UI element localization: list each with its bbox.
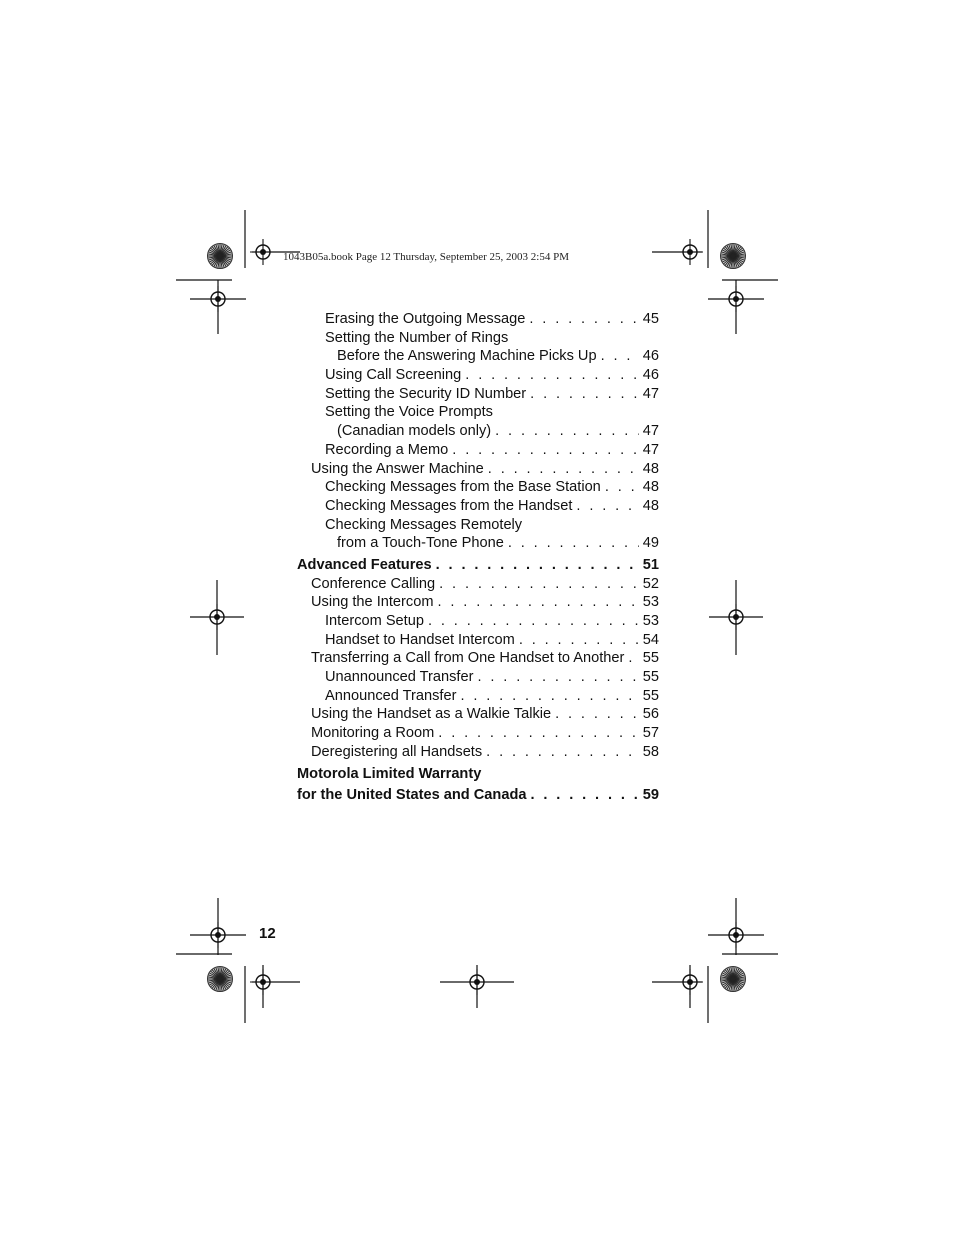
toc-entry-title: Checking Messages Remotely: [325, 516, 523, 533]
dot-leader: [529, 310, 638, 329]
toc-entry-page: 49: [642, 535, 659, 552]
table-of-contents: [297, 310, 659, 805]
toc-entry: [297, 385, 659, 404]
toc-entry-title: Using the Intercom: [311, 594, 434, 611]
toc-entry-title: Motorola Limited Warranty: [297, 765, 482, 782]
toc-entry-page: 48: [642, 460, 659, 477]
toc-entry: [297, 743, 659, 762]
toc-entry-page: 52: [642, 575, 659, 592]
dot-leader: [530, 385, 639, 404]
toc-entry-title: (Canadian models only): [337, 423, 492, 440]
toc-entry: [297, 347, 659, 366]
toc-entry: [297, 649, 659, 668]
toc-entry-page: 55: [642, 687, 659, 704]
dot-leader: [530, 786, 638, 805]
toc-entry-title: Checking Messages from the Base Station: [325, 479, 601, 496]
toc-entry: [297, 310, 659, 329]
toc-entry-title: Erasing the Outgoing Message: [325, 311, 526, 327]
toc-entry-title: Announced Transfer: [325, 687, 457, 704]
toc-entry-title: Deregistering all Handsets: [311, 743, 483, 760]
toc-entry: [297, 575, 659, 594]
dot-leader: [477, 668, 638, 687]
toc-entry: [297, 329, 659, 348]
dot-leader: [605, 478, 639, 497]
toc-entry-page: 54: [642, 631, 659, 648]
toc-entry-title: Before the Answering Machine Picks Up: [337, 348, 597, 365]
dot-leader: [437, 593, 638, 612]
starburst-target-icon: [721, 967, 746, 992]
toc-entry-page: 53: [642, 613, 659, 629]
toc-entry-page: 46: [642, 348, 659, 365]
dot-leader: [495, 422, 639, 441]
toc-entry-page: 53: [642, 594, 659, 611]
toc-entry-page: 51: [642, 556, 659, 573]
toc-entry-title: Conference Calling: [311, 575, 436, 592]
dot-leader: [460, 687, 638, 706]
toc-entry-page: 55: [642, 669, 659, 686]
toc-entry-page: 46: [642, 367, 659, 384]
toc-entry: [297, 786, 659, 805]
toc-entry: [297, 441, 659, 460]
toc-entry-title: Setting the Voice Prompts: [325, 404, 493, 421]
toc-entry: [297, 460, 659, 479]
toc-entry-title: Unannounced Transfer: [325, 669, 474, 686]
toc-entry: [297, 765, 659, 784]
dot-leader: [488, 460, 639, 479]
toc-entry-title: Checking Messages from the Handset: [325, 497, 573, 514]
dot-leader: [508, 534, 639, 553]
dot-leader: [486, 743, 639, 762]
dot-leader: [452, 441, 638, 460]
dot-leader: [439, 575, 639, 594]
toc-entry-page: 47: [642, 385, 659, 402]
toc-entry-title: for the United States and Canada: [297, 787, 527, 804]
toc-entry: [297, 612, 659, 631]
toc-entry: [297, 668, 659, 687]
toc-entry-title: Using the Handset as a Walkie Talkie: [311, 706, 552, 723]
toc-entry-title: Handset to Handset Intercom: [325, 631, 515, 648]
toc-entry-title: Monitoring a Room: [311, 725, 435, 742]
toc-entry-title: Advanced Features: [297, 556, 432, 573]
toc-entry-page: 47: [642, 423, 659, 440]
toc-entry-title: Transferring a Call from One Handset to Another: [311, 650, 625, 667]
toc-entry: [297, 556, 659, 575]
toc-entry-title: from a Touch-Tone Phone: [337, 535, 504, 552]
toc-entry-page: 56: [642, 706, 659, 723]
toc-entry: [297, 724, 659, 743]
dot-leader: [555, 705, 639, 724]
dot-leader: [428, 612, 639, 631]
starburst-target-icon: [721, 244, 746, 269]
toc-entry: [297, 366, 659, 385]
print-info-header: 1043B05a.book Page 12 Thursday, September 25, 2003 2:54 PM: [283, 251, 569, 263]
dot-leader: [576, 497, 638, 516]
toc-entry-page: 59: [642, 787, 659, 804]
toc-entry-page: 45: [642, 311, 659, 327]
toc-entry: [297, 687, 659, 706]
toc-entry-title: Intercom Setup: [325, 613, 424, 629]
dot-leader: [601, 347, 639, 366]
toc-entry: [297, 593, 659, 612]
toc-entry-title: Setting the Number of Rings: [325, 329, 509, 346]
toc-entry-page: 47: [642, 441, 659, 458]
toc-entry-title: Setting the Security ID Number: [325, 385, 527, 402]
dot-leader: [519, 631, 639, 650]
toc-entry: [297, 631, 659, 650]
toc-entry: [297, 478, 659, 497]
toc-entry-page: 55: [642, 650, 659, 667]
toc-entry: [297, 705, 659, 724]
toc-entry-page: 48: [642, 479, 659, 496]
toc-entry-title: Using the Answer Machine: [311, 460, 484, 477]
page-number: 12: [259, 925, 276, 942]
toc-entry: [297, 497, 659, 516]
starburst-target-icon: [208, 244, 233, 269]
dot-leader: [465, 366, 638, 385]
toc-entry-title: Recording a Memo: [325, 441, 449, 458]
toc-entry-page: 48: [642, 497, 659, 514]
dot-leader: [436, 556, 639, 575]
toc-entry: [297, 422, 659, 441]
dot-leader: [438, 724, 638, 743]
toc-entry-page: 58: [642, 743, 659, 760]
toc-entry: [297, 516, 659, 535]
toc-entry-title: Using Call Screening: [325, 367, 462, 384]
toc-entry: [297, 403, 659, 422]
toc-entry-page: 57: [642, 725, 659, 742]
dot-leader: [628, 649, 638, 668]
starburst-target-icon: [208, 967, 233, 992]
toc-entry: [297, 534, 659, 553]
